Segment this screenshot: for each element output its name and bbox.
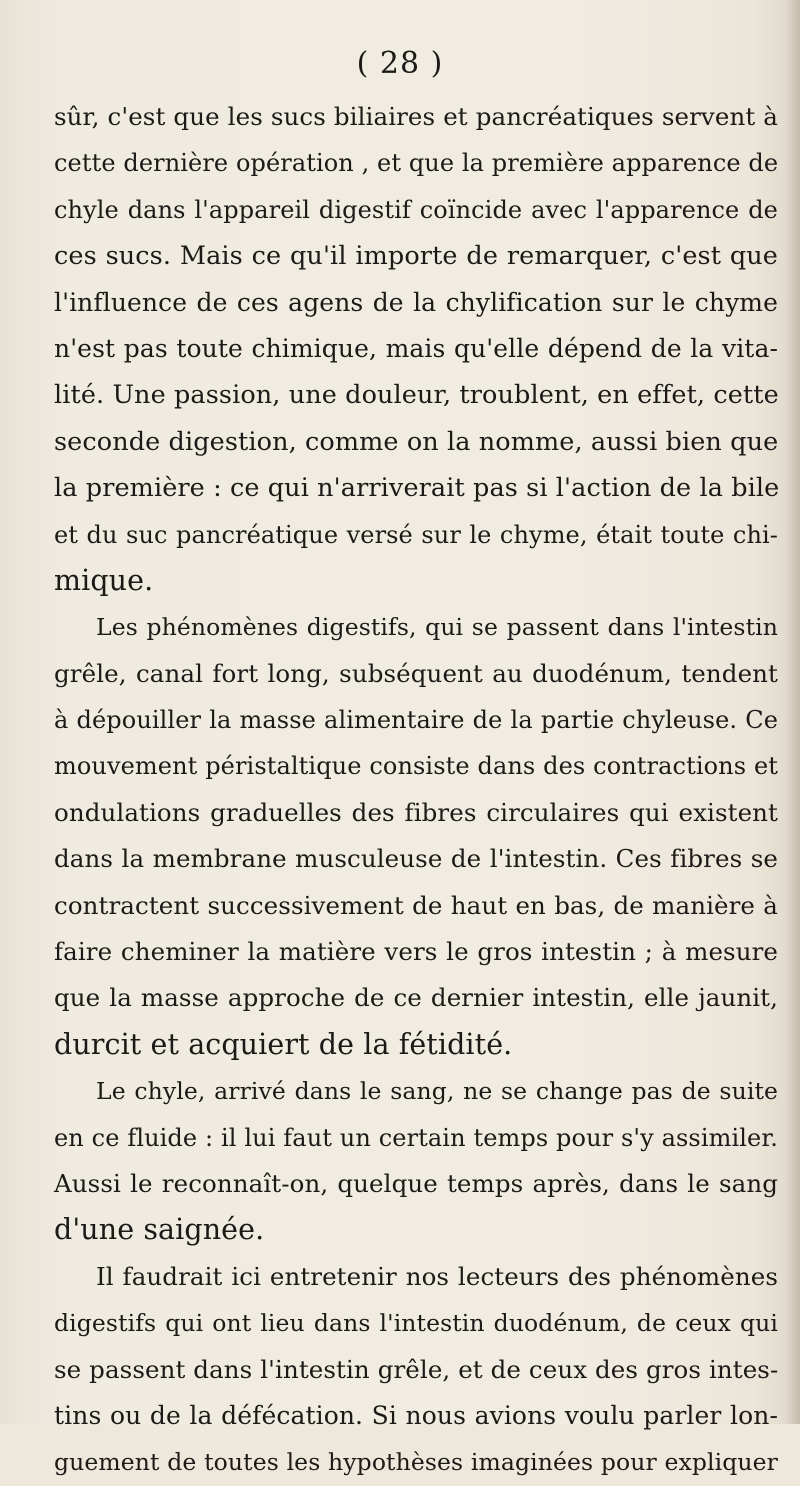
text-line: mique. [54,563,154,597]
text-line: Les phénomènes digestifs, qui se passent dans l'intestin [96,613,778,642]
text-line: Le chyle, arrivé dans le sang, ne se change pas de suite [96,1077,778,1106]
text-line: à dépouiller la masse alimentaire de la partie chyleuse. Ce [54,706,778,735]
text-line: se passent dans l'intestin grêle, et de ceux des gros intes- [54,1354,779,1384]
text-line: grêle, canal fort long, subséquent au duodénum, tendent [54,658,778,688]
text-line: tins ou de la défécation. Si nous avions voulu parler lon- [54,1400,778,1430]
text-line: lité. Une passion, une douleur, troublent, en effet, cette [54,380,779,411]
text-line: chyle dans l'appareil digestif coïncide avec l'apparence de [54,195,778,224]
body-text [54,94,778,1486]
text-line: cette dernière opération , et que la première apparence de [54,149,779,178]
text-line: et du suc pancréatique versé sur le chyme, était toute chi- [54,520,778,549]
text-line: durcit et acquiert de la fétidité. [54,1027,513,1061]
text-line: Aussi le reconnaît-on, quelque temps après, dans le sang [54,1168,778,1198]
text-line: en ce fluide : il lui faut un certain temps pour s'y assimiler. [54,1123,778,1152]
text-line: l'influence de ces agens de la chylification sur le chyme [54,287,778,317]
text-line: guement de toutes les hypothèses imaginées pour expliquer [54,1448,778,1477]
text-line: n'est pas toute chimique, mais qu'elle dépend de la vita- [54,333,778,363]
text-line: ondulations graduelles des fibres circulaires qui existent [54,797,778,827]
text-line: que la masse approche de ce dernier intestin, elle jaunit, [54,983,778,1013]
text-line: seconde digestion, comme on la nomme, aussi bien que [54,426,779,457]
page-edge-shadow [786,0,800,1424]
page-number: ( 28 ) [356,46,444,81]
text-line: sûr, c'est que les sucs biliaires et pancréatiques servent à [54,102,778,131]
text-line: la première : ce qui n'arriverait pas si l'action de la bile [54,473,780,504]
text-line: ces sucs. Mais ce qu'il importe de remarquer, c'est que [54,241,778,272]
text-line: contractent successivement de haut en bas, de manière à [54,890,778,920]
text-line: digestifs qui ont lieu dans l'intestin duodénum, de ceux qui [54,1309,778,1338]
text-line: mouvement péristaltique consiste dans des contractions et [54,752,778,781]
text-line: d'une saignée. [54,1213,265,1247]
text-line: faire cheminer la matière vers le gros intestin ; à mesure [54,937,778,967]
text-line: dans la membrane musculeuse de l'intestin. Ces fibres se [54,844,778,874]
text-line: Il faudrait ici entretenir nos lecteurs des phénomènes [96,1261,778,1291]
